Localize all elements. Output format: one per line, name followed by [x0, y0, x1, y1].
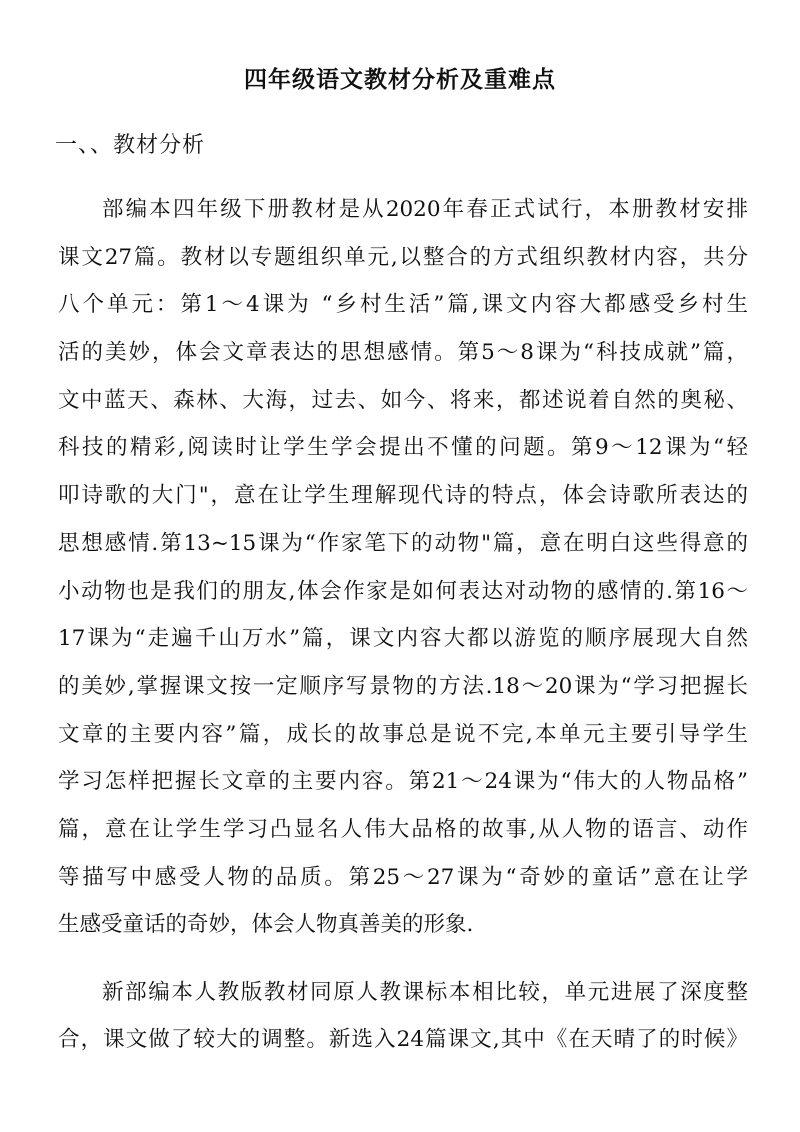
paragraph-line: 等描写中感受人物的品质。第25～27课为“奇妙的童话”意在让学	[58, 865, 748, 890]
paragraph-line: 学习怎样把握长文章的主要内容。第21～24课为“伟大的人物品格”	[58, 769, 748, 794]
paragraph-line: 17课为“走遍千山万水”篇，课文内容大都以游览的顺序展现大自然	[58, 626, 748, 651]
paragraph-line: 生感受童话的奇妙，体会人物真善美的形象.	[58, 912, 474, 937]
paragraph-line: 篇，意在让学生学习凸显名人伟大品格的故事,从人物的语言、动作	[58, 817, 748, 842]
paragraph-line: 新部编本人教版教材同原人教课标本相比较，单元进展了深度整	[102, 980, 748, 1005]
paragraph-line: 小动物也是我们的朋友,体会作家是如何表达对动物的感情的.第16～	[58, 579, 748, 604]
paragraph-line: 叩诗歌的大门"，意在让学生理解现代诗的特点，体会诗歌所表达的	[58, 483, 748, 508]
paragraph-line: 八个单元：第1～4课为 “乡村生活”篇,课文内容大都感受乡村生	[58, 292, 748, 317]
document-title: 四年级语文教材分析及重难点	[244, 67, 556, 93]
paragraph-line: 文中蓝天、森林、大海，过去、如今、将来，都述说着自然的奥秘、	[58, 388, 748, 413]
paragraph-line: 的美妙,掌握课文按一定顺序写景物的方法.18～20课为“学习把握长	[58, 674, 748, 699]
paragraph-line: 文章的主要内容”篇，成长的故事总是说不完,本单元主要引导学生	[58, 722, 748, 747]
paragraph-line: 部编本四年级下册教材是从2020年春正式试行，本册教材安排	[102, 197, 748, 222]
paragraph-line: 科技的精彩,阅读时让学生学会提出不懂的问题。第9～12课为“轻	[58, 435, 748, 460]
paragraph-line: 合，课文做了较大的调整。新选入24篇课文,其中《在天晴了的时候》	[58, 1027, 748, 1052]
paragraph-line: 课文27篇。教材以专题组织单元,以整合的方式组织教材内容，共分	[58, 245, 748, 270]
paragraph-line: 活的美妙，体会文章表达的思想感情。第5～8课为“科技成就”篇，	[58, 340, 748, 365]
section-heading: 一、、教材分析	[55, 133, 206, 158]
paragraph-line: 思想感情.第13~15课为“作家笔下的动物"篇，意在明白这些得意的	[58, 531, 748, 556]
